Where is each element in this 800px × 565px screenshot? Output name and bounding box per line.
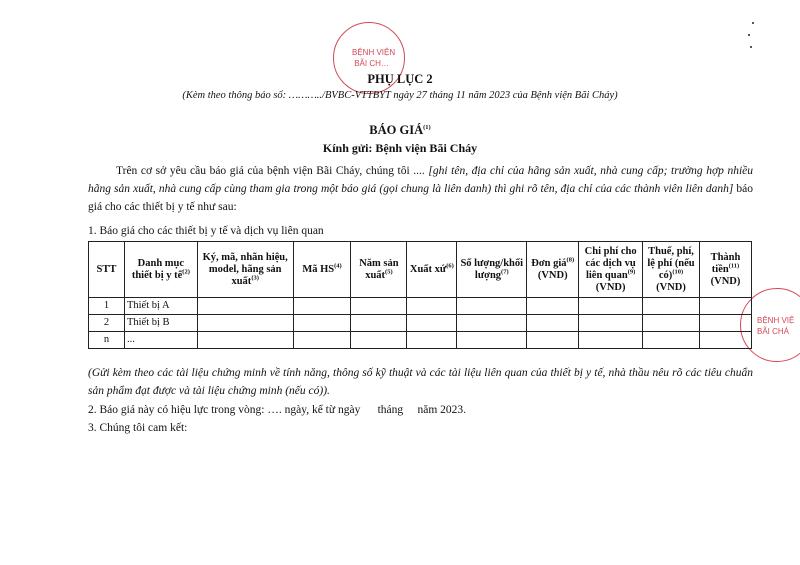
table-cell — [457, 315, 527, 332]
col-header: Chi phí cho các dịch vụ liên quan$^{(9)}$ (VND) — [579, 242, 643, 298]
table-row — [89, 315, 752, 332]
intro-tail: báo giá cho các thiết bị y tế như sau: — [88, 183, 753, 213]
intro-italic: [ghi tên, địa chỉ của hãng sản xuất, nhà cung cấp; trường hợp nhiều hãng sản xuất, nhà cung cấp cùng tham gia trong một báo giá (gọi chung là liên danh) thì ghi rõ tên, địa chỉ của các thành viên liên danh] — [88, 165, 753, 195]
table-cell — [699, 315, 751, 332]
col-header: Đơn giá$^{(8)}$ (VND) — [527, 242, 579, 298]
col-header: Mã HS$^{(4)}$ — [293, 242, 351, 298]
appendix-title: PHỤ LỤC 2 — [367, 72, 433, 86]
table-cell — [579, 315, 643, 332]
row-item-name: Thiết bị A — [124, 298, 197, 315]
section-3-commitment: 3. Chúng tôi cam kết: — [88, 422, 188, 434]
scan-speck — [748, 34, 750, 36]
scan-speck — [750, 46, 752, 48]
appendix-subtitle: (Kèm theo thông báo số: ………../BVBC-VTTBYT ngày 27 tháng 11 năm 2023 của Bệnh viện Bãi Cháy) — [182, 90, 618, 101]
row-item-name: Thiết bị B — [124, 315, 197, 332]
table-cell — [351, 298, 407, 315]
table-cell — [457, 298, 527, 315]
col-header: Năm sản xuất$^{(5)}$ — [351, 242, 407, 298]
intro-plain: Trên cơ sở yêu cầu báo giá của bệnh viện Bãi Cháy, chúng tôi .... — [116, 165, 429, 177]
table-cell — [197, 315, 293, 332]
section-2-validity: 2. Báo giá này có hiệu lực trong vòng: …. ngày, kể từ ngày tháng năm 2023. — [88, 404, 467, 416]
table-cell — [643, 315, 700, 332]
row-number: 2 — [89, 315, 125, 332]
table-cell — [527, 315, 579, 332]
table-row — [89, 332, 752, 349]
table-cell — [527, 332, 579, 349]
table-cell — [527, 298, 579, 315]
table-cell — [293, 315, 351, 332]
hospital-seal-stamp-margin: BỆNH VIỆ BÃI CHÁ — [740, 288, 800, 362]
scan-speck — [752, 22, 754, 24]
attachment-note: (Gửi kèm theo các tài liệu chứng minh về tính năng, thông số kỹ thuật và các tài liệu liên quan của thiết bị y tế, nhà thầu nêu rõ các tiêu chuẩn sản phẩm đạt được và tài liệu chứng minh (nếu có)). — [88, 367, 753, 397]
col-header: Xuất xứ$^{(6)}$ — [407, 242, 457, 298]
table-cell — [407, 315, 457, 332]
col-header: STT — [89, 242, 125, 298]
table-cell — [293, 332, 351, 349]
table-cell — [643, 332, 700, 349]
row-number: n — [89, 332, 125, 349]
col-header: Danh mục thiết bị y tế$^{(2)}$ — [124, 242, 197, 298]
table-cell — [643, 298, 700, 315]
col-header: Thành tiền$^{(11)}$ (VND) — [699, 242, 751, 298]
table-cell — [579, 298, 643, 315]
col-header: Số lượng/khối lượng$^{(7)}$ — [457, 242, 527, 298]
quote-recipient: Kính gửi: Bệnh viện Bãi Cháy — [322, 141, 478, 155]
table-cell — [699, 332, 751, 349]
table-cell — [351, 332, 407, 349]
quote-title-note: (1) — [423, 123, 431, 131]
table-cell — [293, 298, 351, 315]
row-number: 1 — [89, 298, 125, 315]
quote-title — [0, 123, 800, 138]
hospital-seal-stamp: BỆNH VIỆN BÃI CH… — [333, 22, 405, 94]
section-1-heading: 1. Báo giá cho các thiết bị y tế và dịch vụ liên quan — [88, 225, 324, 237]
col-header: Ký, mã, nhãn hiệu, model, hãng sản xuất$^{(3)}$ — [197, 242, 293, 298]
table-cell — [197, 298, 293, 315]
table-cell — [407, 332, 457, 349]
col-header: Thuế, phí, lệ phí (nếu có)$^{(10)}$ (VND) — [643, 242, 700, 298]
table-cell — [351, 315, 407, 332]
table-cell — [579, 332, 643, 349]
row-item-name: ... — [124, 332, 197, 349]
table-cell — [197, 332, 293, 349]
quote-title-text: BÁO GIÁ — [369, 123, 424, 137]
table-header-row — [89, 242, 752, 298]
table-row — [89, 298, 752, 315]
table-cell — [407, 298, 457, 315]
table-cell — [699, 298, 751, 315]
intro-paragraph — [88, 162, 753, 216]
quote-table — [88, 241, 752, 349]
table-cell — [457, 332, 527, 349]
